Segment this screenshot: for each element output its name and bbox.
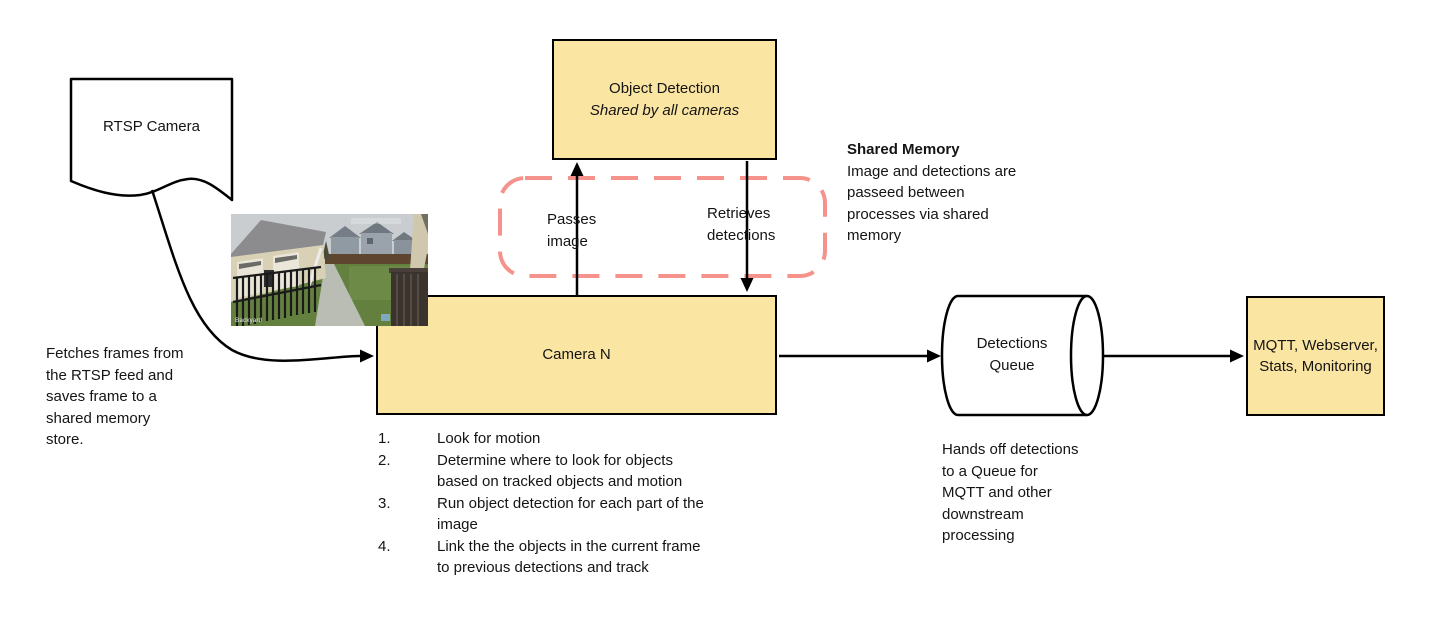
queue-to-outputs-arrow-head xyxy=(1230,350,1244,363)
queue-note: Hands off detections to a Queue for MQTT and other downstream processing xyxy=(942,441,1079,544)
step-text: Link the the objects in the current frame to previous detections and track xyxy=(437,537,701,576)
step-number: 2. xyxy=(378,451,391,469)
step-number: 3. xyxy=(378,494,391,512)
step-number: 4. xyxy=(378,537,391,555)
object-detection-title: Object Detection xyxy=(609,80,720,97)
step-text: Determine where to look for objects based on tracked objects and motion xyxy=(437,451,683,490)
steps-list xyxy=(378,428,808,579)
outputs-label: MQTT, Webserver, Stats, Monitoring xyxy=(1253,336,1378,375)
step-number: 1. xyxy=(378,430,391,447)
step-row xyxy=(378,493,808,536)
retrieves-detections-arrow-head xyxy=(741,278,754,292)
backyard-watermark: Backyard xyxy=(235,317,263,324)
shared-memory-note xyxy=(847,139,1062,247)
detections-queue-label: Detections Queue xyxy=(976,335,1048,374)
camera-frame-photo xyxy=(231,214,428,326)
photo-timestamp-overlay xyxy=(351,218,401,224)
step-row xyxy=(378,450,808,493)
step-text: Look for motion xyxy=(437,430,541,447)
camera-n-label: Camera N xyxy=(542,346,611,364)
curved-arrow-head xyxy=(360,350,374,363)
shared-memory-heading: Shared Memory xyxy=(847,141,960,158)
step-text: Run object detection for each part of the image xyxy=(437,494,704,533)
step-row xyxy=(378,428,808,450)
step-row xyxy=(378,536,808,579)
retrieves-detections-label: Retrieves detections xyxy=(707,205,776,244)
passes-image-label: Passes image xyxy=(547,211,597,250)
rtsp-camera-label: RTSP Camera xyxy=(103,117,200,135)
passes-image-arrow-head xyxy=(571,162,584,176)
shared-memory-body: Image and detections are passeed between processes via shared memory xyxy=(847,162,1017,244)
camera-to-queue-arrow-head xyxy=(927,350,941,363)
fetch-note: Fetches frames from the RTSP feed and saves frame to a shared memory store. xyxy=(46,345,184,448)
object-detection-subtitle: Shared by all cameras xyxy=(589,101,740,119)
